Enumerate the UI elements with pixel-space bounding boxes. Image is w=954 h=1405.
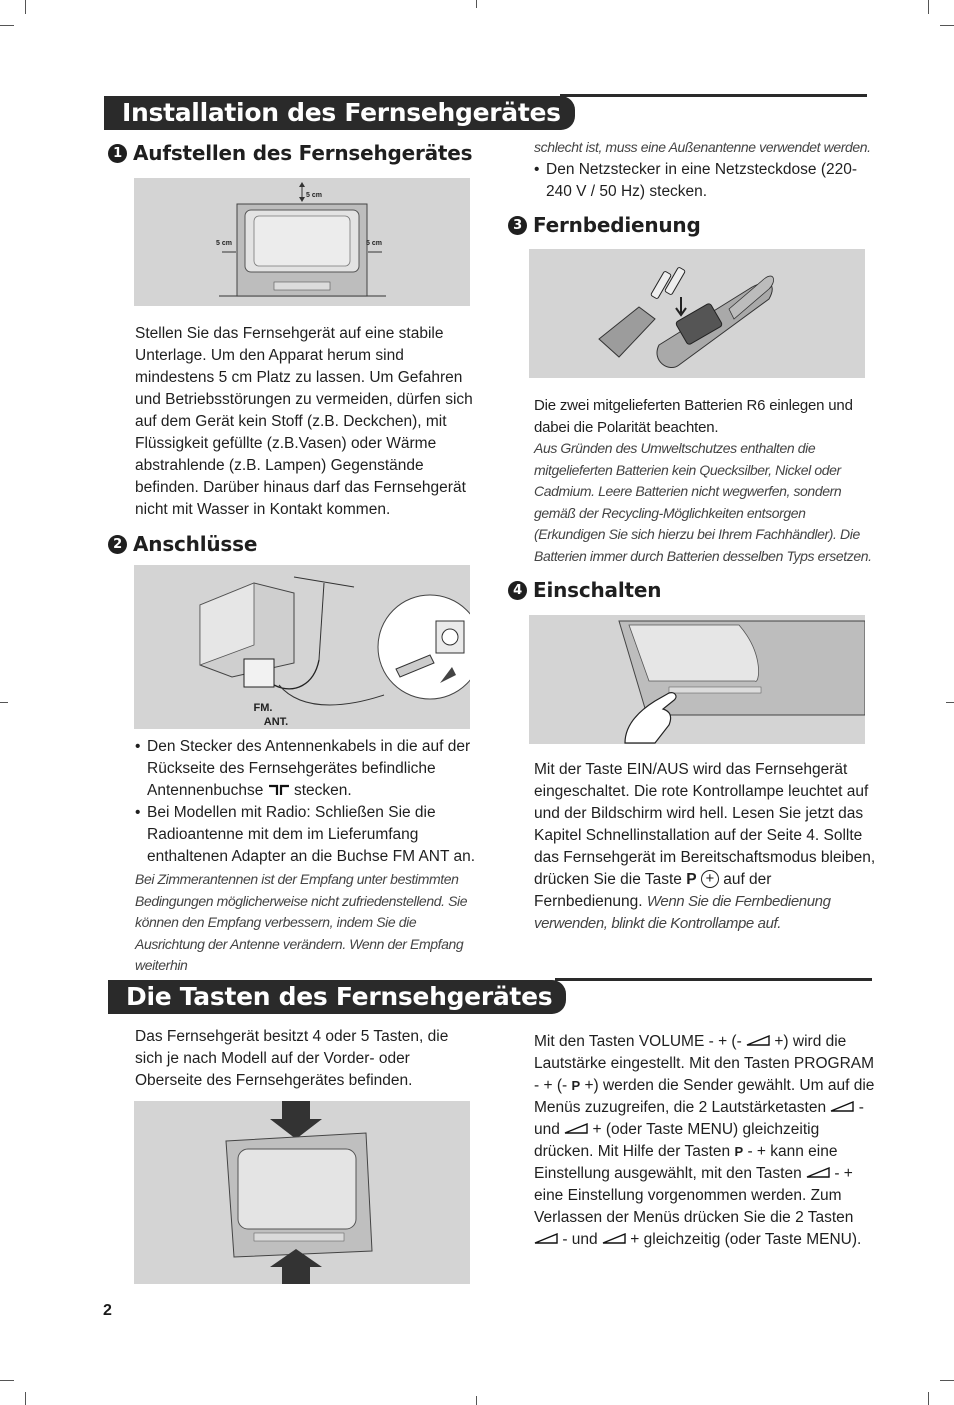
connections-bullets [135,736,477,868]
remote-illustration [529,249,865,378]
volume-icon [806,1167,830,1178]
title-rule [560,94,867,97]
tv-placement-illustration [134,178,470,306]
label-right: 5 cm [366,240,382,247]
text-part: - und [534,1099,864,1138]
heading-text: Einschalten [533,578,662,602]
crop-mark [25,1392,26,1405]
crop-mark [940,1380,954,1381]
text-note: Wenn Sie die Fernbedienung verwenden, blinkt die Kontrollampe auf. [534,893,831,932]
note-indoor-antenna: Bei Zimmerantennen ist der Empfang unter bestimmten Bedingungen möglicherweise nicht zufriedenstellend. Sie können den Empfang verbessern, indem Sie die Ausrichtung der Antenne verändern. Wenn der Empfang weiterhin [135,871,468,973]
crop-mark [0,25,14,26]
step-number: 1 [108,144,127,163]
step-number: 2 [108,535,127,554]
label-fm: FM. [253,702,273,714]
figure-power-on [529,615,865,744]
crop-mark [0,1380,14,1381]
step-number: 3 [508,216,527,235]
crop-mark [940,25,954,26]
bullet-antenna [135,736,477,802]
bullet-mains: • Den Netzstecker in eine Netzsteckdose (220-240 V / 50 Hz) stecken. [534,159,864,203]
label-left: 5 cm [216,240,232,247]
heading-text: Aufstellen des Fernsehgerätes [133,141,473,165]
text-part: Mit der Taste EIN/AUS wird das Fernsehgerät eingeschaltet. Die rote Kontrollampe leuchtet auf und der Bildschirm wird hell. Lesen Sie jetzt das Kapitel Schnellinstallation auf der Seite 4. Sollte das Fernsehgerät im Bereitschaftsmodus bleiben, drücken Sie die Taste [534,761,876,888]
title-rule [555,978,872,981]
volume-icon [534,1233,558,1244]
bullet-text: stecken. [293,782,352,799]
label-top: 5 cm [306,192,322,199]
power-on-illustration [529,615,865,744]
text-part: +) wird die Lautstärke eingestellt. Mit den Tasten PROGRAM - + (- [534,1033,875,1094]
volume-icon [830,1101,854,1112]
text-batteries: Die zwei mitgelieferten Batterien R6 einlegen und dabei die Polarität beachten. [534,397,853,436]
text-part: Mit den Tasten VOLUME - + (- [534,1033,742,1050]
bullet-radio: • Bei Modellen mit Radio: Schließen Sie die Radioantenne mit dem im Lieferumfang enthaltenen Adapter an die Buchse FM ANT an. [135,802,477,868]
note-batteries: Aus Gründen des Umweltschutzes enthalten die mitgelieferten Batterien kein Quecksilber, Nickel oder Cadmium. Leere Batterien nicht wegwerfen, sondern gemäß der Recycling-Möglichkeiten entsorgen (Erkundigen Sie sich hierzu bei Ihrem Fachhändler). Die Batterien immer durch Batterien desselben Typs ersetzen. [534,440,872,564]
text-part: auf der Fernbedienung. [534,871,772,910]
p-key-label: P [571,1078,581,1093]
crop-mark [476,1396,477,1405]
text-einschalten [534,759,879,935]
crop-mark [25,0,26,14]
heading-anschluesse [108,532,257,556]
heading-fernbedienung [508,213,701,237]
crop-mark [928,1392,929,1405]
figure-remote [529,249,865,378]
connections-illustration [134,565,470,729]
label-ant: ANT. [263,716,289,728]
text-part: - + kann eine Einstellung ausgewählt, mit den Tasten [534,1143,838,1182]
text-part: - + eine Einstellung vorgenommen werden. Zum Verlassen der Menüs drücken Sie die 2 Tasten [534,1165,854,1226]
step-number: 4 [508,581,527,600]
plus-button-icon: + [701,870,719,888]
volume-icon [564,1123,588,1134]
bullet-text: Den Stecker des Antennenkabels in die auf der Rückseite des Fernsehgerätes befindliche Antennenbuchse [147,738,471,799]
figure-tv-buttons [134,1101,470,1284]
page-number: 2 [103,1302,112,1319]
volume-icon [746,1035,770,1046]
heading-einschalten [508,578,661,602]
text-tasten-intro: Das Fernsehgerät besitzt 4 oder 5 Tasten, die sich je nach Modell auf der Vorder- oder Oberseite des Fernsehgerätes befinden. [135,1028,449,1089]
heading-aufstellen [108,141,472,165]
heading-text: Anschlüsse [133,532,258,556]
volume-icon [602,1233,626,1244]
crop-mark [476,0,477,8]
p-key-label: P [686,871,697,888]
section-title-installation: Installation des Fernsehgerätes [104,96,575,130]
text-part: + (oder Taste MENU) gleichzeitig drücken. Mit Hilfe der Tasten [534,1121,820,1160]
text-part: + gleichzeitig (oder Taste MENU). [630,1231,862,1248]
text-part: +) werden die Sender gewählt. Um auf die Menüs zuzugreifen, die 2 Lautstärketasten [534,1077,875,1116]
text-part: - und [562,1231,598,1248]
p-key-label: P [734,1144,744,1159]
note-indoor-antenna-cont: schlecht ist, muss eine Außenantenne verwendet werden. [534,139,871,155]
text-tasten-right [534,1031,879,1251]
figure-tv-placement [134,178,470,306]
crop-mark [0,702,8,703]
tv-buttons-illustration [134,1101,470,1284]
crop-mark [928,0,929,14]
antenna-socket-icon [268,784,290,796]
section-title-tasten: Die Tasten des Fernsehgerätes [108,980,566,1014]
heading-text: Fernbedienung [533,213,701,237]
figure-connections [134,565,470,729]
crop-mark [946,702,954,703]
mains-bullet [534,159,864,203]
text-aufstellen: Stellen Sie das Fernsehgerät auf eine stabile Unterlage. Um den Apparat herum sind mindestens 5 cm Platz zu lassen. Um Gefahren und Betriebsstörungen zu vermeiden, dürfen sich auf dem Gerät kein Stoff (z.B. Deckchen), mit Flüssigkeit gefüllte (z.B.Vasen) oder Wärme abstrahlende (z.B. Lampen) Gegenstände befinden. Darüber hinaus darf das Fernsehgerät nicht mit Wasser in Kontakt kommen. [135,325,473,518]
